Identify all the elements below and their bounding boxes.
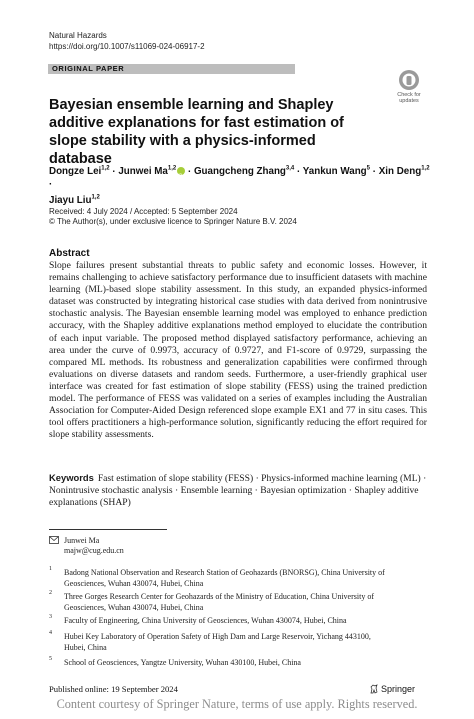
doi-link[interactable]: https://doi.org/10.1007/s11069-024-06917-2 (49, 42, 205, 51)
author[interactable]: Guangcheng Zhang$^{3,4}$ (193, 166, 295, 178)
affiliation-number: 5 (49, 656, 52, 662)
author[interactable]: Jiayu Liu$^{1,2}$ (49, 194, 100, 206)
article-title: Bayesian ensemble learning and Shapley additive explanations for fast estimation of slope stability with a physics-informed database (49, 97, 344, 167)
envelope-icon (49, 536, 59, 544)
author[interactable]: Yankun Wang$^5$ (302, 166, 371, 178)
courtesy-watermark: Content courtesy of Springer Nature, terms of use apply. Rights reserved. (56, 697, 418, 711)
corresponding-author: Junwei Ma (64, 536, 100, 545)
abstract-heading: Abstract (49, 248, 90, 259)
author-list: Dongze Lei$^{1,2}$ · Junwei Ma$^{1,2}$iD · Guangcheng Zhang$^{3,4}$ · Yankun Wang$^5$ · Xin Deng$^{1,2}$ · Jiayu Liu$^{1,2}$ (49, 163, 434, 207)
affiliation-number: 3 (49, 614, 52, 620)
orcid-icon[interactable] (177, 167, 185, 175)
affiliation-text: Hubei Key Laboratory of Operation Safety of High Dam and Large Reservoir, Yichang 443100, Hubei, China (64, 632, 371, 652)
footnote-divider (49, 529, 167, 530)
affiliation-text: Three Gorges Research Center for Geohazards of the Ministry of Education, China University of Geosciences, Wuhan 430074, Hubei, China (64, 592, 374, 612)
publisher-logo-text: Springer (381, 684, 416, 694)
author[interactable]: Junwei Ma$^{1,2}$iD (118, 166, 185, 177)
received-accepted-dates: Received: 4 July 2024 / Accepted: 5 September 2024 (49, 207, 238, 216)
author[interactable]: Xin Deng$^{1,2}$ (378, 166, 430, 178)
published-online-date: Published online: 19 September 2024 (49, 684, 178, 694)
affiliation-text: Faculty of Engineering, China University of Geosciences, Wuhan 430074, Hubei, China (64, 616, 347, 625)
copyright-licence: © The Author(s), under exclusive licence to Springer Nature B.V. 2024 (49, 217, 297, 226)
corresponding-email[interactable]: majw@cug.edu.cn (64, 546, 124, 555)
affiliation-number: 1 (49, 566, 52, 572)
check-for-updates-label: Check for updates (397, 92, 421, 104)
affiliation-number: 4 (49, 630, 52, 636)
article-type-bar (48, 64, 295, 74)
keywords-text: Fast estimation of slope stability (FESS) · Physics-informed machine learning (ML) · Nonintrusive stochastic analysis · Ensemble learning · Bayesian optimization · Shapley additive explanations (SHAP) (49, 473, 427, 509)
keywords (49, 472, 429, 509)
author[interactable]: Dongze Lei$^{1,2}$ (49, 166, 110, 178)
affiliation-text: Badong National Observation and Research Station of Geohazards (BNORSG), China University of Geosciences, Wuhan 430074, Hubei, China (64, 568, 385, 588)
affiliation-number: 2 (49, 590, 52, 596)
springer-horse-icon (369, 684, 379, 694)
affiliation-text: School of Geosciences, Yangtze University, Wuhan 430100, Hubei, China (64, 658, 301, 667)
article-type-label: ORIGINAL PAPER (52, 64, 125, 73)
journal-name: Natural Hazards (49, 31, 107, 40)
keywords-heading: Keywords (49, 472, 94, 483)
abstract-text: Slope failures present substantial threats to public safety and economic losses. However, it remains challenging to achieve satisfactory performance due to insufficient datasets with machine learning (ML)-based slope stability assessment. In this study, an expanded physics-informed dataset was constructed by integrating historical case studies with data derived from nonintrusive stochastic analysis. The Bayesian ensemble learning model was employed to enhance prediction accuracy, with the Shapley additive explanations method employed to elucidate the contribution of each input variable. The proposed method displayed satisfactory performance, achieving an area under the curve of 0.9973, accuracy of 0.9727, and F1-score of 0.9729, surpassing the compared ML methods. Its robustness and generalization capabilities were confirmed through evaluations on diverse datasets and random seeds. Furthermore, a user-friendly graphical user interface was created for fast estimation of slope stability (FESS) using the trained prediction model. The performance of FESS was validated on a series of examples including the Australian Association for Computer-Aided Design referenced slope example EX1 and 77 in situ cases. This tool offers practitioners a high-performance solution, significantly reducing the effort required for slope stability assessments. (49, 260, 427, 441)
